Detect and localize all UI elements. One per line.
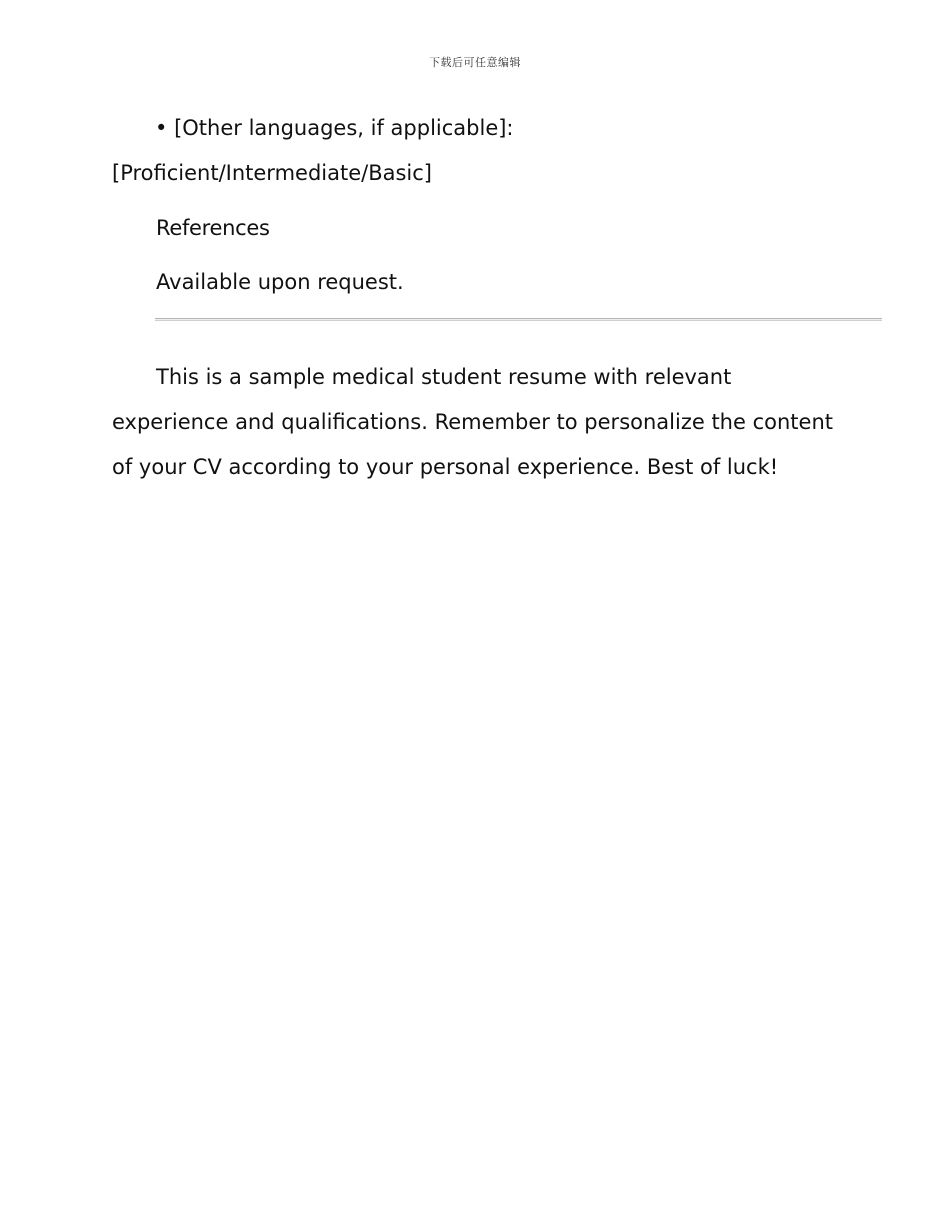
- language-item-text: [Other languages, if applicable]:: [174, 116, 514, 140]
- references-heading: References: [156, 216, 270, 240]
- bullet-glyph: •: [155, 116, 168, 140]
- page-header-note: 下载后可任意编辑: [429, 56, 521, 69]
- horizontal-divider: [155, 318, 882, 321]
- language-level-text: [Proficient/Intermediate/Basic]: [112, 161, 433, 185]
- closing-paragraph: This is a sample medical student resume with relevant experience and qualifications. Remember to personalize the content of your CV according to your personal experience. Best of luck!: [112, 365, 833, 479]
- language-list-item: [155, 106, 514, 151]
- references-text: Available upon request.: [156, 270, 404, 294]
